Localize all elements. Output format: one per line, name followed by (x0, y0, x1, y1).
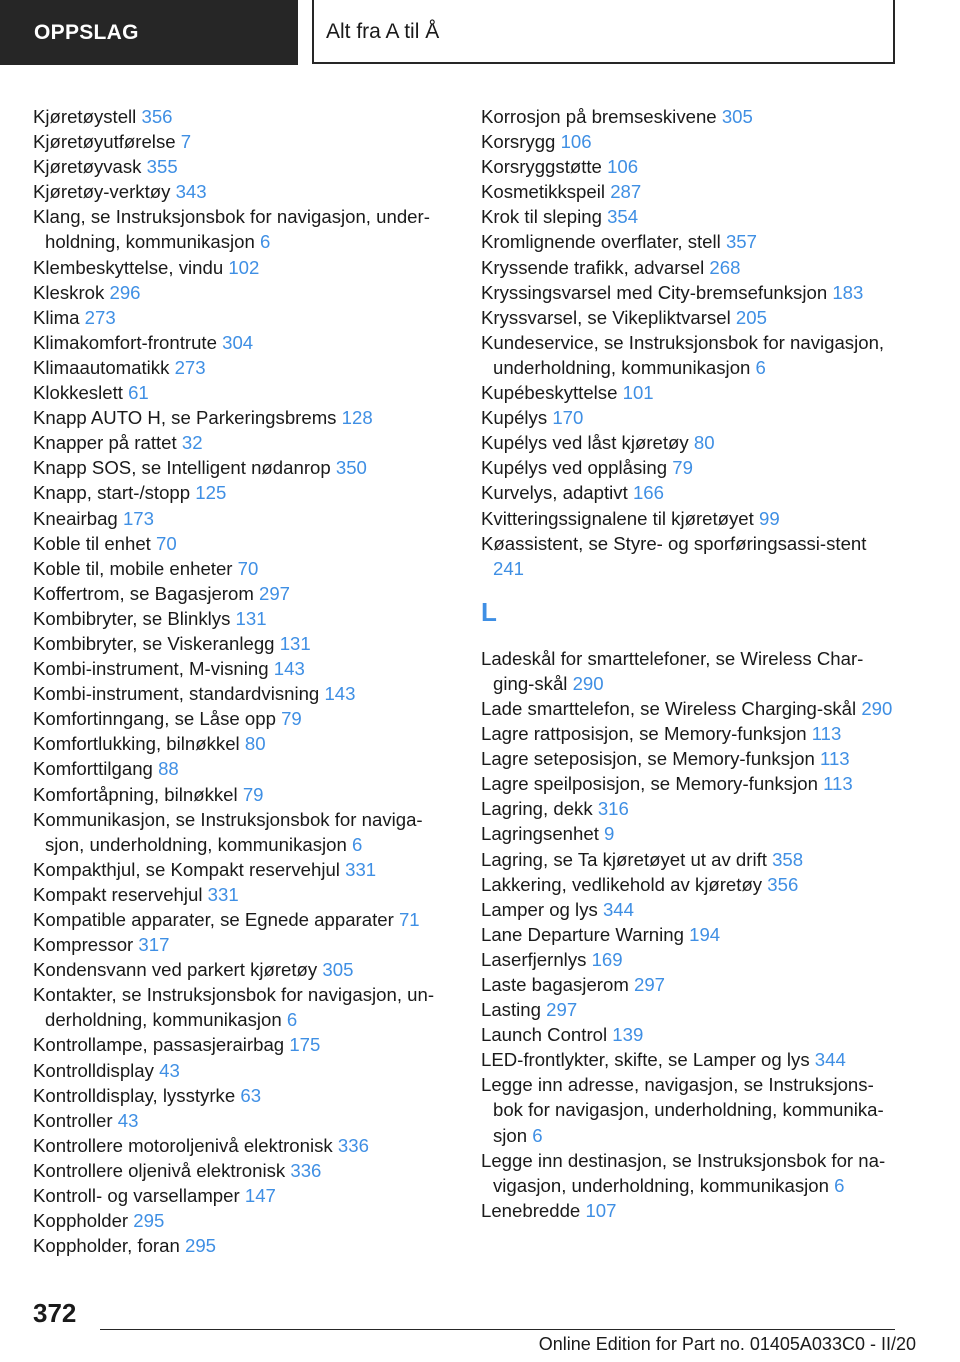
page-link[interactable]: 147 (244, 1185, 276, 1207)
index-entry (481, 1022, 901, 1047)
index-entry (33, 581, 453, 606)
index-entry (481, 1148, 901, 1198)
index-term: Kontrollampe, passasjerairbag (33, 1034, 285, 1056)
page-link[interactable]: 113 (820, 748, 850, 770)
index-term: Koble til, mobile enheter (33, 557, 233, 579)
index-term: Knapp, start-/stopp (33, 482, 191, 504)
page-link[interactable]: 143 (273, 658, 305, 680)
index-entry (33, 280, 453, 305)
index-entry (481, 305, 901, 330)
index-entry (33, 731, 453, 756)
index-term: Kombi-instrument, M-visning (33, 658, 269, 680)
page-link[interactable]: 175 (289, 1034, 321, 1056)
index-entry (481, 997, 901, 1022)
page-link[interactable]: 297 (633, 974, 666, 995)
index-entry (33, 882, 453, 907)
index-term: Kombibryter, se Blinklys (33, 607, 231, 629)
page-link[interactable]: 331 (345, 858, 377, 880)
index-term: Kontroll- og varsellamper (33, 1185, 240, 1207)
index-entry (481, 255, 901, 280)
page-link[interactable]: 169 (591, 948, 623, 970)
index-term: Laste bagasjerom (481, 974, 629, 995)
index-entry (33, 1158, 453, 1183)
index-term: Kryssingsvarsel med City-bremsefunksjon (481, 281, 828, 303)
page-link[interactable]: 287 (610, 181, 642, 203)
page-link[interactable]: 290 (572, 672, 604, 694)
index-entry (481, 104, 901, 129)
page-link[interactable]: 166 (632, 482, 664, 504)
page-link[interactable]: 297 (546, 999, 578, 1021)
page-link[interactable]: 79 (281, 708, 302, 730)
index-entry (481, 280, 901, 305)
index-entry (481, 506, 901, 531)
page-link[interactable]: 273 (174, 356, 206, 378)
index-entry (481, 154, 901, 179)
index-entry (33, 756, 453, 781)
page-link[interactable]: 358 (772, 848, 804, 870)
index-term: Kupélys ved låst kjøretøy (481, 432, 689, 454)
index-term: Launch Control (481, 1024, 608, 1046)
index-term: Lakkering, vedlikehold av kjøretøy (481, 873, 763, 895)
index-term: Kryssende trafikk, advarsel (481, 256, 705, 278)
index-term: Legge inn destinasjon, se Instruksjonsbok for na-vigasjon, underholdning, kommunikasjon (481, 1149, 886, 1196)
index-term: Korsryggstøtte (481, 156, 602, 178)
index-term: Kneairbag (33, 507, 118, 529)
index-term: Kupélys (481, 407, 548, 429)
index-term: Koble til enhet (33, 532, 151, 554)
index-column-left (33, 104, 453, 1258)
index-term: Kjøretøystell (33, 106, 137, 127)
index-term: Lade smarttelefon, se Wireless Charging-skål (481, 697, 857, 719)
index-entry (481, 380, 901, 405)
page-link[interactable]: 107 (585, 1199, 617, 1221)
index-term: Koppholder (33, 1210, 129, 1232)
page-link[interactable]: 304 (222, 331, 254, 353)
index-term: Koppholder, foran (33, 1235, 180, 1257)
page-link[interactable]: 70 (237, 557, 259, 579)
index-entry (33, 1233, 453, 1258)
index-term: Kupélys ved opplåsing (481, 457, 668, 479)
index-entry (481, 821, 901, 846)
page-header (0, 0, 960, 66)
index-entry (481, 646, 901, 696)
page-link[interactable]: 106 (560, 131, 592, 153)
page-link[interactable]: 356 (141, 106, 173, 127)
index-entry (33, 1083, 453, 1108)
page-link[interactable]: 79 (242, 783, 264, 805)
page-link[interactable]: 7 (180, 131, 192, 153)
index-group-k (481, 104, 901, 581)
index-entry (33, 1032, 453, 1057)
page-link[interactable]: 88 (158, 758, 179, 780)
page-link[interactable]: 101 (622, 382, 654, 404)
page-link[interactable]: 131 (235, 607, 267, 629)
page-link[interactable]: 6 (286, 1009, 298, 1031)
page-link[interactable]: 6 (260, 231, 271, 253)
index-term: Kromlignende overflater, stell (481, 231, 721, 253)
index-term: Kontrolldisplay, lysstyrke (33, 1084, 236, 1106)
index-entry (481, 947, 901, 972)
index-term: Kontrollere motoroljenivå elektronisk (33, 1134, 333, 1156)
page-link[interactable]: 305 (721, 106, 753, 127)
index-term: Kondensvann ved parkert kjøretøy (33, 959, 318, 981)
index-entry (33, 455, 453, 480)
index-term: Køassistent, se Styre- og sporføringsassi-stent (481, 532, 867, 554)
page-link[interactable]: 336 (337, 1134, 369, 1156)
page-link[interactable]: 357 (725, 231, 757, 253)
page-link[interactable]: 316 (597, 798, 629, 820)
page-link[interactable]: 128 (341, 407, 373, 429)
index-entry (33, 430, 453, 455)
page-link[interactable]: 139 (612, 1024, 644, 1046)
page-link[interactable]: 183 (832, 281, 864, 303)
index-term: Kommunikasjon, se Instruksjonsbok for naviga-sjon, underholdning, kommunikasjon (33, 808, 423, 855)
page-link[interactable]: 354 (607, 206, 639, 228)
page-link[interactable]: 32 (181, 432, 203, 454)
index-term: Lamper og lys (481, 898, 598, 920)
page-link[interactable]: 331 (207, 883, 239, 905)
page-link[interactable]: 194 (689, 923, 721, 945)
footer-divider (100, 1329, 895, 1330)
index-group-l (481, 646, 901, 1223)
index-term: Klimakomfort-frontrute (33, 331, 217, 353)
index-term: Korrosjon på bremseskivene (481, 106, 717, 127)
index-entry (33, 330, 453, 355)
index-entry (33, 556, 453, 581)
index-term: Komfortinngang, se Låse opp (33, 708, 276, 730)
page-link[interactable]: 6 (532, 1124, 543, 1146)
index-entry (33, 1208, 453, 1233)
index-term: Klokkeslett (33, 382, 123, 404)
index-term: Kjøretøyvask (33, 156, 142, 178)
index-term: Komfortåpning, bilnøkkel (33, 783, 238, 805)
index-entry (33, 907, 453, 932)
index-term: Legge inn adresse, navigasjon, se Instruksjons-bok for navigasjon, underholdning, kommunika-sjon (481, 1074, 884, 1146)
page-link[interactable]: 43 (117, 1109, 139, 1131)
page-link[interactable]: 80 (693, 432, 715, 454)
index-entry (33, 380, 453, 405)
page-link[interactable]: 241 (493, 557, 525, 579)
page-link[interactable]: 71 (398, 909, 420, 930)
index-entry (33, 606, 453, 631)
index-entry (33, 957, 453, 982)
page-link[interactable]: 317 (138, 934, 170, 956)
index-term: Kurvelys, adaptivt (481, 482, 628, 504)
index-entry (33, 255, 453, 280)
index-entry (33, 129, 453, 154)
page-link[interactable]: 61 (128, 382, 149, 404)
page-link[interactable]: 343 (175, 181, 207, 203)
page-link[interactable]: 268 (709, 256, 741, 278)
page-link[interactable]: 131 (279, 632, 311, 654)
index-term: Ladeskål for smarttelefoner, se Wireless Char-ging-skål (481, 647, 864, 694)
page-number: 372 (33, 1298, 77, 1328)
index-term: Kjøretøyutførelse (33, 131, 176, 153)
index-term: Komforttilgang (33, 758, 153, 780)
index-entry (33, 355, 453, 380)
index-entry (33, 1108, 453, 1133)
index-entry (481, 129, 901, 154)
index-entry (33, 807, 453, 857)
index-term: Knapp AUTO H, se Parkeringsbrems (33, 407, 337, 429)
index-entry (481, 1047, 901, 1072)
index-entry (33, 204, 453, 254)
page-link[interactable]: 63 (240, 1084, 262, 1106)
index-term: Kontakter, se Instruksjonsbok for navigasjon, un-derholdning, kommunikasjon (33, 984, 435, 1031)
index-entry (33, 656, 453, 681)
index-term: Laserfjernlys (481, 948, 587, 970)
index-term: Lagringsenhet (481, 823, 599, 845)
index-term: Koffertrom, se Bagasjerom (33, 582, 254, 604)
index-entry (481, 922, 901, 947)
index-term: Kundeservice, se Instruksjonsbok for navigasjon, underholdning, kommunikasjon (481, 331, 885, 378)
index-entry (481, 721, 901, 746)
page-link[interactable]: 205 (735, 306, 767, 328)
index-entry (33, 506, 453, 531)
index-term: Lagring, dekk (481, 798, 593, 820)
page-link[interactable]: 295 (133, 1210, 165, 1232)
page-link[interactable]: 6 (351, 833, 363, 855)
index-term: Klembeskyttelse, vindu (33, 256, 224, 278)
index-entry (33, 1133, 453, 1158)
index-term: Korsrygg (481, 131, 556, 153)
page-link[interactable]: 9 (604, 823, 615, 845)
page-link[interactable]: 70 (156, 532, 177, 554)
index-term: Kontroller (33, 1109, 113, 1131)
index-entry (481, 480, 901, 505)
index-term: Lagre rattposisjon, se Memory-funksjon (481, 723, 807, 745)
section-letter-heading: L (481, 596, 497, 627)
page-link[interactable]: 344 (602, 898, 634, 920)
index-entry (33, 480, 453, 505)
index-term: LED-frontlykter, skifte, se Lamper og lys (481, 1049, 810, 1071)
index-term: Klang, se Instruksjonsbok for navigasjon, under-holdning, kommunikasjon (33, 206, 430, 253)
page-link[interactable]: 113 (823, 773, 853, 795)
page-link[interactable]: 273 (84, 306, 116, 328)
index-entry (481, 1198, 901, 1223)
index-entry (33, 681, 453, 706)
footer-edition: Online Edition for Part no. 01405A033C0 - II/20 (538, 1334, 916, 1354)
index-entry (481, 204, 901, 229)
page-link[interactable]: 296 (109, 281, 141, 303)
index-term: Kleskrok (33, 281, 105, 303)
index-term: Kontrollere oljenivå elektronisk (33, 1159, 286, 1181)
index-entry (481, 872, 901, 897)
index-term: Kombi-instrument, standardvisning (33, 683, 320, 705)
page-link[interactable]: 173 (122, 507, 154, 529)
page-link[interactable]: 295 (184, 1235, 217, 1257)
index-entry (481, 531, 901, 581)
index-term: Kompakthjul, se Kompakt reservehjul (33, 858, 340, 880)
page-link[interactable]: 143 (324, 683, 356, 705)
page-link[interactable]: 290 (861, 697, 893, 719)
page-link[interactable]: 170 (552, 407, 584, 429)
index-entry (33, 1183, 453, 1208)
index-entry (481, 897, 901, 922)
index-term: Lane Departure Warning (481, 923, 684, 945)
index-entry (33, 154, 453, 179)
index-entry (481, 229, 901, 254)
index-term: Lagre speilposisjon, se Memory-funksjon (481, 773, 818, 795)
index-term: Lasting (481, 999, 541, 1021)
page-link[interactable]: 350 (335, 457, 367, 479)
page-link[interactable]: 99 (759, 507, 780, 529)
page-link[interactable]: 80 (244, 733, 266, 755)
index-entry (33, 1058, 453, 1083)
index-entry (33, 631, 453, 656)
page-link[interactable]: 79 (672, 457, 693, 479)
index-entry (481, 796, 901, 821)
index-entry (33, 104, 453, 129)
index-entry (33, 305, 453, 330)
index-entry (481, 179, 901, 204)
page-link[interactable]: 106 (607, 156, 639, 178)
page-link[interactable]: 305 (322, 959, 354, 981)
index-entry (481, 746, 901, 771)
index-entry (33, 932, 453, 957)
index-term: Klima (33, 306, 80, 328)
page-title: Alt fra A til Å (312, 0, 895, 64)
index-entry (33, 982, 453, 1032)
index-term: Krok til sleping (481, 206, 602, 228)
index-term: Knapper på rattet (33, 432, 177, 454)
index-entry (33, 179, 453, 204)
index-entry (481, 430, 901, 455)
index-entry (481, 696, 901, 721)
index-entry (33, 405, 453, 430)
index-term: Klimaautomatikk (33, 356, 170, 378)
section-tab: OPPSLAG (0, 0, 298, 65)
index-term: Lenebredde (481, 1199, 581, 1221)
index-term: Lagring, se Ta kjøretøyet ut av drift (481, 848, 767, 870)
index-term: Kompressor (33, 934, 134, 956)
index-term: Kupébeskyttelse (481, 382, 618, 404)
index-column-right (481, 104, 901, 1223)
index-term: Kjøretøy-verktøy (33, 181, 171, 203)
index-entry (33, 857, 453, 882)
index-entry (33, 706, 453, 731)
index-term: Komfortlukking, bilnøkkel (33, 733, 240, 755)
page-link[interactable]: 6 (755, 356, 766, 378)
index-term: Kryssvarsel, se Vikepliktvarsel (481, 306, 731, 328)
index-term: Kombibryter, se Viskeranlegg (33, 632, 275, 654)
index-entry (33, 531, 453, 556)
index-term: Kosmetikkspeil (481, 181, 606, 203)
index-term: Lagre seteposisjon, se Memory-funksjon (481, 748, 815, 770)
index-term: Kontrolldisplay (33, 1059, 154, 1081)
page-link[interactable]: 102 (228, 256, 260, 278)
index-entry (481, 405, 901, 430)
page-link[interactable]: 336 (290, 1159, 322, 1181)
index-entry (481, 771, 901, 796)
page-link[interactable]: 43 (159, 1059, 180, 1081)
index-entry (481, 330, 901, 380)
index-term: Kompatible apparater, se Egnede apparater (33, 909, 394, 930)
page-link[interactable]: 113 (811, 723, 842, 745)
index-entry (33, 782, 453, 807)
page-link[interactable]: 355 (146, 156, 178, 178)
page-link[interactable]: 125 (195, 482, 227, 504)
index-entry (481, 847, 901, 872)
index-entry (481, 455, 901, 480)
index-term: Knapp SOS, se Intelligent nødanrop (33, 457, 331, 479)
page-link[interactable]: 6 (834, 1174, 845, 1196)
index-term: Kvitteringssignalene til kjøretøyet (481, 507, 754, 529)
index-entry (481, 972, 901, 997)
index-term: Kompakt reservehjul (33, 883, 203, 905)
page-link[interactable]: 344 (814, 1049, 846, 1071)
page-link[interactable]: 356 (767, 873, 799, 895)
page-link[interactable]: 297 (258, 582, 291, 604)
index-entry (481, 1072, 901, 1147)
